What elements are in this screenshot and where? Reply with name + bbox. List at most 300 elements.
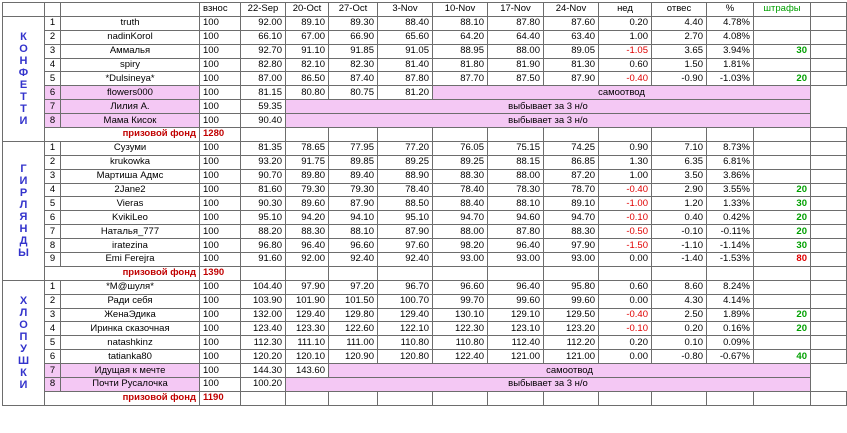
- header-fee[interactable]: взнос: [200, 3, 241, 17]
- weight-date-1[interactable]: 82.80: [241, 58, 286, 72]
- weight-date-7[interactable]: 129.50: [544, 308, 599, 322]
- weight-date-6[interactable]: 87.50: [488, 72, 544, 86]
- percent-drop[interactable]: 1.81%: [707, 58, 754, 72]
- weight-date-3[interactable]: 82.30: [329, 58, 378, 72]
- participant-name[interactable]: Ради себя: [61, 294, 200, 308]
- fine-amount[interactable]: 20: [754, 72, 811, 86]
- fine-amount[interactable]: 40: [754, 350, 811, 364]
- participant-number[interactable]: 2: [45, 30, 61, 44]
- weight-date-3[interactable]: 96.60: [329, 239, 378, 253]
- header-fines[interactable]: штрафы: [754, 3, 811, 17]
- weight-date-1[interactable]: 87.00: [241, 72, 286, 86]
- weight-date-1[interactable]: 112.30: [241, 336, 286, 350]
- participant-number[interactable]: 2: [45, 294, 61, 308]
- weight-date-6[interactable]: 94.60: [488, 211, 544, 225]
- weight-date-2[interactable]: 80.80: [286, 86, 329, 100]
- empty-cell[interactable]: [329, 391, 378, 405]
- weight-date-6[interactable]: 88.00: [488, 44, 544, 58]
- weight-date-4[interactable]: 78.40: [378, 183, 433, 197]
- empty-cell[interactable]: [707, 266, 754, 280]
- participant-name[interactable]: Наталья_777: [61, 225, 200, 239]
- weight-date-4[interactable]: 120.80: [378, 350, 433, 364]
- empty-cell[interactable]: [241, 266, 286, 280]
- entry-fee[interactable]: 100: [200, 322, 241, 336]
- weight-date-3[interactable]: 87.40: [329, 72, 378, 86]
- fine-amount[interactable]: 30: [754, 239, 811, 253]
- empty-cell[interactable]: [811, 141, 847, 155]
- participant-number[interactable]: 7: [45, 225, 61, 239]
- withdrawal-note[interactable]: самоотвод: [329, 364, 811, 378]
- participant-number[interactable]: 7: [45, 364, 61, 378]
- empty-cell[interactable]: [811, 44, 847, 58]
- percent-drop[interactable]: -0.11%: [707, 225, 754, 239]
- weight-date-5[interactable]: 88.30: [433, 169, 488, 183]
- weight-date-7[interactable]: 87.90: [544, 72, 599, 86]
- weight-date-1[interactable]: 96.80: [241, 239, 286, 253]
- prize-fund-label[interactable]: призовой фонд: [45, 128, 200, 142]
- weight-date-3[interactable]: 77.95: [329, 141, 378, 155]
- entry-fee[interactable]: 100: [200, 86, 241, 100]
- participant-number[interactable]: 3: [45, 169, 61, 183]
- participant-name[interactable]: natashkinz: [61, 336, 200, 350]
- entry-fee[interactable]: 100: [200, 114, 241, 128]
- weight-date-1[interactable]: 103.90: [241, 294, 286, 308]
- empty-cell[interactable]: [811, 266, 847, 280]
- entry-fee[interactable]: 100: [200, 294, 241, 308]
- entry-fee[interactable]: 100: [200, 253, 241, 267]
- percent-drop[interactable]: 4.08%: [707, 30, 754, 44]
- weight-date-1[interactable]: 100.20: [241, 378, 286, 392]
- weight-date-4[interactable]: 95.10: [378, 211, 433, 225]
- header-date-2[interactable]: 20-Oct: [286, 3, 329, 17]
- weight-date-4[interactable]: 87.90: [378, 225, 433, 239]
- fine-amount[interactable]: [754, 169, 811, 183]
- empty-cell[interactable]: [811, 322, 847, 336]
- empty-cell[interactable]: [599, 128, 652, 142]
- empty-cell[interactable]: [599, 266, 652, 280]
- total-drop[interactable]: 2.90: [652, 183, 707, 197]
- total-drop[interactable]: -0.90: [652, 72, 707, 86]
- weight-date-4[interactable]: 88.50: [378, 197, 433, 211]
- header-date-3[interactable]: 27-Oct: [329, 3, 378, 17]
- participant-name[interactable]: Vieras: [61, 197, 200, 211]
- weight-date-4[interactable]: 92.40: [378, 253, 433, 267]
- participant-name[interactable]: Идущая к мечте: [61, 364, 200, 378]
- fine-amount[interactable]: 30: [754, 197, 811, 211]
- weight-date-1[interactable]: 90.30: [241, 197, 286, 211]
- weight-date-3[interactable]: 129.80: [329, 308, 378, 322]
- empty-cell[interactable]: [754, 266, 811, 280]
- weight-date-6[interactable]: 96.40: [488, 280, 544, 294]
- empty-cell[interactable]: [652, 128, 707, 142]
- participant-number[interactable]: 4: [45, 322, 61, 336]
- weight-date-6[interactable]: 93.00: [488, 253, 544, 267]
- empty-cell[interactable]: [652, 391, 707, 405]
- entry-fee[interactable]: 100: [200, 225, 241, 239]
- fine-amount[interactable]: [754, 141, 811, 155]
- entry-fee[interactable]: 100: [200, 183, 241, 197]
- weight-date-6[interactable]: 88.15: [488, 155, 544, 169]
- empty-cell[interactable]: [329, 128, 378, 142]
- entry-fee[interactable]: 100: [200, 169, 241, 183]
- weight-date-5[interactable]: 78.40: [433, 183, 488, 197]
- weight-date-1[interactable]: 90.40: [241, 114, 286, 128]
- weight-date-5[interactable]: 89.25: [433, 155, 488, 169]
- weight-date-6[interactable]: 75.15: [488, 141, 544, 155]
- entry-fee[interactable]: 100: [200, 100, 241, 114]
- percent-drop[interactable]: 3.94%: [707, 44, 754, 58]
- entry-fee[interactable]: 100: [200, 72, 241, 86]
- weight-date-7[interactable]: 81.30: [544, 58, 599, 72]
- weight-date-2[interactable]: 79.30: [286, 183, 329, 197]
- percent-drop[interactable]: 3.55%: [707, 183, 754, 197]
- participant-number[interactable]: 6: [45, 350, 61, 364]
- weight-date-4[interactable]: 129.40: [378, 308, 433, 322]
- participant-number[interactable]: 1: [45, 141, 61, 155]
- weight-date-7[interactable]: 121.00: [544, 350, 599, 364]
- fine-amount[interactable]: 20: [754, 322, 811, 336]
- participant-number[interactable]: 4: [45, 58, 61, 72]
- withdrawal-note[interactable]: выбывает за 3 н/о: [286, 114, 811, 128]
- weekly-change[interactable]: -1.50: [599, 239, 652, 253]
- weight-date-4[interactable]: 110.80: [378, 336, 433, 350]
- participant-number[interactable]: 3: [45, 44, 61, 58]
- weight-date-1[interactable]: 92.00: [241, 16, 286, 30]
- weight-date-7[interactable]: 93.00: [544, 253, 599, 267]
- weight-date-7[interactable]: 123.20: [544, 322, 599, 336]
- empty-cell[interactable]: [811, 16, 847, 30]
- prize-fund-value[interactable]: 1280: [200, 128, 241, 142]
- total-drop[interactable]: -1.40: [652, 253, 707, 267]
- empty-cell[interactable]: [241, 391, 286, 405]
- withdrawal-note[interactable]: выбывает за 3 н/о: [286, 100, 811, 114]
- weekly-change[interactable]: 0.20: [599, 16, 652, 30]
- entry-fee[interactable]: 100: [200, 141, 241, 155]
- entry-fee[interactable]: 100: [200, 336, 241, 350]
- weight-date-6[interactable]: 64.40: [488, 30, 544, 44]
- participant-name[interactable]: spiry: [61, 58, 200, 72]
- participant-number[interactable]: 3: [45, 308, 61, 322]
- weight-date-6[interactable]: 78.30: [488, 183, 544, 197]
- weight-date-7[interactable]: 74.25: [544, 141, 599, 155]
- empty-cell[interactable]: [378, 266, 433, 280]
- percent-drop[interactable]: 1.33%: [707, 197, 754, 211]
- weight-date-4[interactable]: 87.80: [378, 72, 433, 86]
- fine-amount[interactable]: 20: [754, 211, 811, 225]
- empty-cell[interactable]: [811, 280, 847, 294]
- empty-cell[interactable]: [488, 128, 544, 142]
- weight-date-1[interactable]: 123.40: [241, 322, 286, 336]
- weight-date-7[interactable]: 89.10: [544, 197, 599, 211]
- weight-date-4[interactable]: 77.20: [378, 141, 433, 155]
- total-drop[interactable]: 8.60: [652, 280, 707, 294]
- weight-date-4[interactable]: 122.10: [378, 322, 433, 336]
- weight-date-3[interactable]: 120.90: [329, 350, 378, 364]
- weekly-change[interactable]: -0.40: [599, 72, 652, 86]
- participant-number[interactable]: 7: [45, 100, 61, 114]
- weight-date-6[interactable]: 123.10: [488, 322, 544, 336]
- weight-date-3[interactable]: 88.10: [329, 225, 378, 239]
- weight-date-5[interactable]: 81.80: [433, 58, 488, 72]
- header-cell-number[interactable]: [45, 3, 61, 17]
- weight-date-1[interactable]: 120.20: [241, 350, 286, 364]
- entry-fee[interactable]: 100: [200, 378, 241, 392]
- participant-number[interactable]: 6: [45, 211, 61, 225]
- weight-date-4[interactable]: 89.25: [378, 155, 433, 169]
- weight-date-1[interactable]: 95.10: [241, 211, 286, 225]
- weight-date-4[interactable]: 91.05: [378, 44, 433, 58]
- percent-drop[interactable]: 0.16%: [707, 322, 754, 336]
- fine-amount[interactable]: 20: [754, 225, 811, 239]
- weekly-change[interactable]: -0.10: [599, 211, 652, 225]
- empty-cell[interactable]: [811, 391, 847, 405]
- participant-name[interactable]: truth: [61, 16, 200, 30]
- entry-fee[interactable]: 100: [200, 197, 241, 211]
- participant-number[interactable]: 8: [45, 239, 61, 253]
- weight-date-3[interactable]: 89.85: [329, 155, 378, 169]
- participant-number[interactable]: 8: [45, 114, 61, 128]
- fine-amount[interactable]: [754, 280, 811, 294]
- weight-date-4[interactable]: 88.40: [378, 16, 433, 30]
- empty-cell[interactable]: [707, 391, 754, 405]
- weight-date-2[interactable]: 88.30: [286, 225, 329, 239]
- empty-cell[interactable]: [433, 128, 488, 142]
- participant-number[interactable]: 9: [45, 253, 61, 267]
- weekly-change[interactable]: 0.00: [599, 294, 652, 308]
- weight-date-3[interactable]: 91.85: [329, 44, 378, 58]
- weight-date-2[interactable]: 111.10: [286, 336, 329, 350]
- percent-drop[interactable]: 0.42%: [707, 211, 754, 225]
- header-date-4[interactable]: 3-Nov: [378, 3, 433, 17]
- participant-name[interactable]: *M@шуля*: [61, 280, 200, 294]
- weight-date-2[interactable]: 86.50: [286, 72, 329, 86]
- weekly-change[interactable]: -1.00: [599, 197, 652, 211]
- participant-name[interactable]: Аммалья: [61, 44, 200, 58]
- weekly-change[interactable]: 0.00: [599, 350, 652, 364]
- weight-date-7[interactable]: 87.20: [544, 169, 599, 183]
- percent-drop[interactable]: 6.81%: [707, 155, 754, 169]
- weight-date-4[interactable]: 81.40: [378, 58, 433, 72]
- weight-date-5[interactable]: 110.80: [433, 336, 488, 350]
- empty-cell[interactable]: [433, 266, 488, 280]
- weight-date-5[interactable]: 88.00: [433, 225, 488, 239]
- participant-number[interactable]: 4: [45, 183, 61, 197]
- empty-cell[interactable]: [811, 239, 847, 253]
- prize-fund-value[interactable]: 1390: [200, 266, 241, 280]
- header-cell-name[interactable]: [61, 3, 200, 17]
- weight-date-6[interactable]: 87.80: [488, 225, 544, 239]
- weekly-change[interactable]: 1.00: [599, 30, 652, 44]
- total-drop[interactable]: 3.50: [652, 169, 707, 183]
- weight-date-5[interactable]: 87.70: [433, 72, 488, 86]
- empty-cell[interactable]: [329, 266, 378, 280]
- weekly-change[interactable]: 0.60: [599, 280, 652, 294]
- participant-name[interactable]: tatianka80: [61, 350, 200, 364]
- weight-date-5[interactable]: 94.70: [433, 211, 488, 225]
- participant-name[interactable]: Сузуми: [61, 141, 200, 155]
- weekly-change[interactable]: -0.40: [599, 183, 652, 197]
- withdrawal-note[interactable]: самоотвод: [433, 86, 811, 100]
- weight-date-2[interactable]: 89.80: [286, 169, 329, 183]
- weight-date-3[interactable]: 97.20: [329, 280, 378, 294]
- fine-amount[interactable]: [754, 155, 811, 169]
- fine-amount[interactable]: [754, 16, 811, 30]
- empty-cell[interactable]: [544, 391, 599, 405]
- percent-drop[interactable]: -1.03%: [707, 72, 754, 86]
- total-drop[interactable]: -1.10: [652, 239, 707, 253]
- empty-cell[interactable]: [811, 72, 847, 86]
- participant-number[interactable]: 5: [45, 336, 61, 350]
- weight-date-7[interactable]: 88.30: [544, 225, 599, 239]
- weight-date-2[interactable]: 91.75: [286, 155, 329, 169]
- weight-date-6[interactable]: 99.60: [488, 294, 544, 308]
- percent-drop[interactable]: 8.73%: [707, 141, 754, 155]
- total-drop[interactable]: -0.10: [652, 225, 707, 239]
- weight-date-3[interactable]: 111.00: [329, 336, 378, 350]
- empty-cell[interactable]: [811, 169, 847, 183]
- participant-name[interactable]: Мама Кисок: [61, 114, 200, 128]
- participant-number[interactable]: 1: [45, 280, 61, 294]
- weight-date-6[interactable]: 121.00: [488, 350, 544, 364]
- empty-cell[interactable]: [433, 391, 488, 405]
- weight-date-2[interactable]: 96.40: [286, 239, 329, 253]
- weekly-change[interactable]: -0.50: [599, 225, 652, 239]
- total-drop[interactable]: 1.20: [652, 197, 707, 211]
- empty-cell[interactable]: [811, 58, 847, 72]
- entry-fee[interactable]: 100: [200, 58, 241, 72]
- percent-drop[interactable]: 1.89%: [707, 308, 754, 322]
- weekly-change[interactable]: 0.20: [599, 336, 652, 350]
- weight-date-3[interactable]: 89.40: [329, 169, 378, 183]
- participant-name[interactable]: *Dulsineya*: [61, 72, 200, 86]
- weight-date-2[interactable]: 143.60: [286, 364, 329, 378]
- weight-date-1[interactable]: 92.70: [241, 44, 286, 58]
- empty-cell[interactable]: [378, 391, 433, 405]
- weight-date-5[interactable]: 88.40: [433, 197, 488, 211]
- percent-drop[interactable]: -1.14%: [707, 239, 754, 253]
- weekly-change[interactable]: 1.00: [599, 169, 652, 183]
- empty-cell[interactable]: [811, 197, 847, 211]
- percent-drop[interactable]: 3.86%: [707, 169, 754, 183]
- header-date-1[interactable]: 22-Sep: [241, 3, 286, 17]
- fine-amount[interactable]: [754, 336, 811, 350]
- weight-date-1[interactable]: 81.15: [241, 86, 286, 100]
- weight-date-7[interactable]: 94.70: [544, 211, 599, 225]
- weight-date-2[interactable]: 123.30: [286, 322, 329, 336]
- entry-fee[interactable]: 100: [200, 30, 241, 44]
- weight-date-5[interactable]: 93.00: [433, 253, 488, 267]
- empty-cell[interactable]: [754, 128, 811, 142]
- weight-date-7[interactable]: 86.85: [544, 155, 599, 169]
- empty-cell[interactable]: [811, 155, 847, 169]
- participant-number[interactable]: 5: [45, 72, 61, 86]
- entry-fee[interactable]: 100: [200, 44, 241, 58]
- empty-cell[interactable]: [811, 294, 847, 308]
- weight-date-6[interactable]: 96.40: [488, 239, 544, 253]
- header-percent[interactable]: %: [707, 3, 754, 17]
- weight-date-2[interactable]: 89.60: [286, 197, 329, 211]
- weight-date-6[interactable]: 129.10: [488, 308, 544, 322]
- participant-name[interactable]: 2Jane2: [61, 183, 200, 197]
- total-drop[interactable]: -0.80: [652, 350, 707, 364]
- participant-name[interactable]: flowers000: [61, 86, 200, 100]
- weight-date-5[interactable]: 130.10: [433, 308, 488, 322]
- empty-cell[interactable]: [811, 211, 847, 225]
- weight-date-5[interactable]: 122.40: [433, 350, 488, 364]
- weight-date-4[interactable]: 88.90: [378, 169, 433, 183]
- weekly-change[interactable]: 0.60: [599, 58, 652, 72]
- weight-date-1[interactable]: 59.35: [241, 100, 286, 114]
- weekly-change[interactable]: 0.90: [599, 141, 652, 155]
- empty-cell[interactable]: [811, 253, 847, 267]
- participant-number[interactable]: 6: [45, 86, 61, 100]
- entry-fee[interactable]: 100: [200, 350, 241, 364]
- weight-date-1[interactable]: 81.60: [241, 183, 286, 197]
- total-drop[interactable]: 3.65: [652, 44, 707, 58]
- participant-name[interactable]: nadinKorol: [61, 30, 200, 44]
- weight-date-4[interactable]: 65.60: [378, 30, 433, 44]
- empty-cell[interactable]: [652, 266, 707, 280]
- weekly-change[interactable]: 1.30: [599, 155, 652, 169]
- empty-cell[interactable]: [811, 336, 847, 350]
- percent-drop[interactable]: 0.09%: [707, 336, 754, 350]
- total-drop[interactable]: 0.40: [652, 211, 707, 225]
- weight-date-1[interactable]: 88.20: [241, 225, 286, 239]
- weight-date-1[interactable]: 104.40: [241, 280, 286, 294]
- header-cell-extra[interactable]: [811, 3, 847, 17]
- weight-date-2[interactable]: 78.65: [286, 141, 329, 155]
- header-date-7[interactable]: 24-Nov: [544, 3, 599, 17]
- total-drop[interactable]: 7.10: [652, 141, 707, 155]
- empty-cell[interactable]: [811, 308, 847, 322]
- empty-cell[interactable]: [811, 183, 847, 197]
- empty-cell[interactable]: [544, 266, 599, 280]
- percent-drop[interactable]: -0.67%: [707, 350, 754, 364]
- weight-date-7[interactable]: 97.90: [544, 239, 599, 253]
- weight-date-2[interactable]: 101.90: [286, 294, 329, 308]
- empty-cell[interactable]: [599, 391, 652, 405]
- entry-fee[interactable]: 100: [200, 308, 241, 322]
- empty-cell[interactable]: [811, 225, 847, 239]
- weight-date-1[interactable]: 93.20: [241, 155, 286, 169]
- weight-date-3[interactable]: 87.90: [329, 197, 378, 211]
- weight-date-3[interactable]: 101.50: [329, 294, 378, 308]
- weight-date-7[interactable]: 87.60: [544, 16, 599, 30]
- weight-date-3[interactable]: 122.60: [329, 322, 378, 336]
- empty-cell[interactable]: [488, 266, 544, 280]
- weight-date-5[interactable]: 99.70: [433, 294, 488, 308]
- entry-fee[interactable]: 100: [200, 364, 241, 378]
- weekly-change[interactable]: 0.00: [599, 253, 652, 267]
- empty-cell[interactable]: [811, 30, 847, 44]
- percent-drop[interactable]: 4.78%: [707, 16, 754, 30]
- entry-fee[interactable]: 100: [200, 155, 241, 169]
- header-week[interactable]: нед: [599, 3, 652, 17]
- weight-date-1[interactable]: 81.35: [241, 141, 286, 155]
- weight-date-6[interactable]: 81.90: [488, 58, 544, 72]
- percent-drop[interactable]: -1.53%: [707, 253, 754, 267]
- empty-cell[interactable]: [286, 266, 329, 280]
- weekly-change[interactable]: -0.10: [599, 322, 652, 336]
- weight-date-2[interactable]: 91.10: [286, 44, 329, 58]
- empty-cell[interactable]: [286, 128, 329, 142]
- total-drop[interactable]: 6.35: [652, 155, 707, 169]
- percent-drop[interactable]: 8.24%: [707, 280, 754, 294]
- weight-date-5[interactable]: 88.10: [433, 16, 488, 30]
- total-drop[interactable]: 0.20: [652, 322, 707, 336]
- fine-amount[interactable]: [754, 58, 811, 72]
- empty-cell[interactable]: [544, 128, 599, 142]
